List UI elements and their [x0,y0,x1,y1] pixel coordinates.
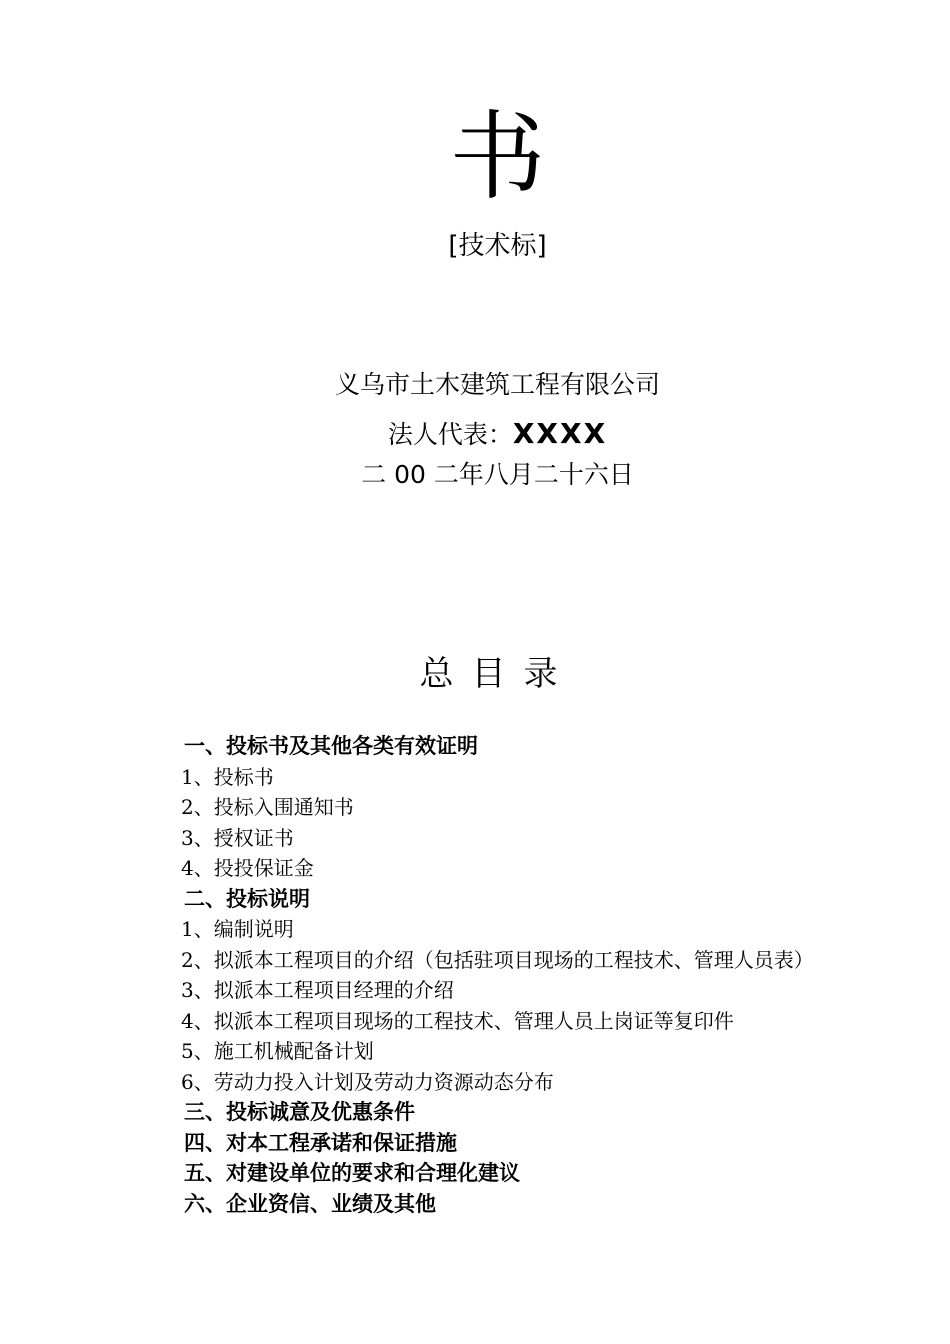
toc-subitem: 4、投投保证金 [181,856,314,880]
toc-section-item: 二、投标说明 [184,886,310,911]
toc-subitem: 2、拟派本工程项目的介绍（包括驻项目现场的工程技术、管理人员表） [181,947,814,972]
toc-section-item: 五、对建设单位的要求和合理化建议 [184,1161,520,1185]
toc-section-item: 三、投标诚意及优惠条件 [184,1100,415,1124]
toc-section-item: 四、对本工程承诺和保证措施 [184,1130,457,1155]
legal-rep-name: XXXX [512,417,608,450]
toc-list [137,731,867,1219]
toc-subitem: 1、编制说明 [181,917,294,941]
toc-section-item: 六、企业资信、业绩及其他 [184,1191,436,1216]
toc-subitem: 4、拟派本工程项目现场的工程技术、管理人员上岗证等复印件 [181,1008,734,1033]
toc-subitem: 3、授权证书 [181,825,294,850]
cover-title-char: 书 [449,101,546,213]
cover-subtitle: [技术标] [448,231,547,261]
toc-subitem: 1、投标书 [181,764,274,789]
toc-subitem: 2、投标入围通知书 [181,795,354,819]
company-name: 义乌市土木建筑工程有限公司 [334,370,660,399]
toc-subitem: 3、拟派本工程项目经理的介绍 [181,978,454,1002]
legal-rep-label: 法人代表： [387,420,513,449]
legal-representative-line [0,416,950,453]
toc-section-item: 一、投标书及其他各类有效证明 [184,734,478,758]
cover-date: 二 00 二年八月二十六日 [361,460,634,489]
toc-subitem: 6、劳动力投入计划及劳动力资源动态分布 [181,1069,554,1094]
toc-title: 总目录 [419,654,576,694]
toc-subitem: 5、施工机械配备计划 [181,1039,374,1063]
